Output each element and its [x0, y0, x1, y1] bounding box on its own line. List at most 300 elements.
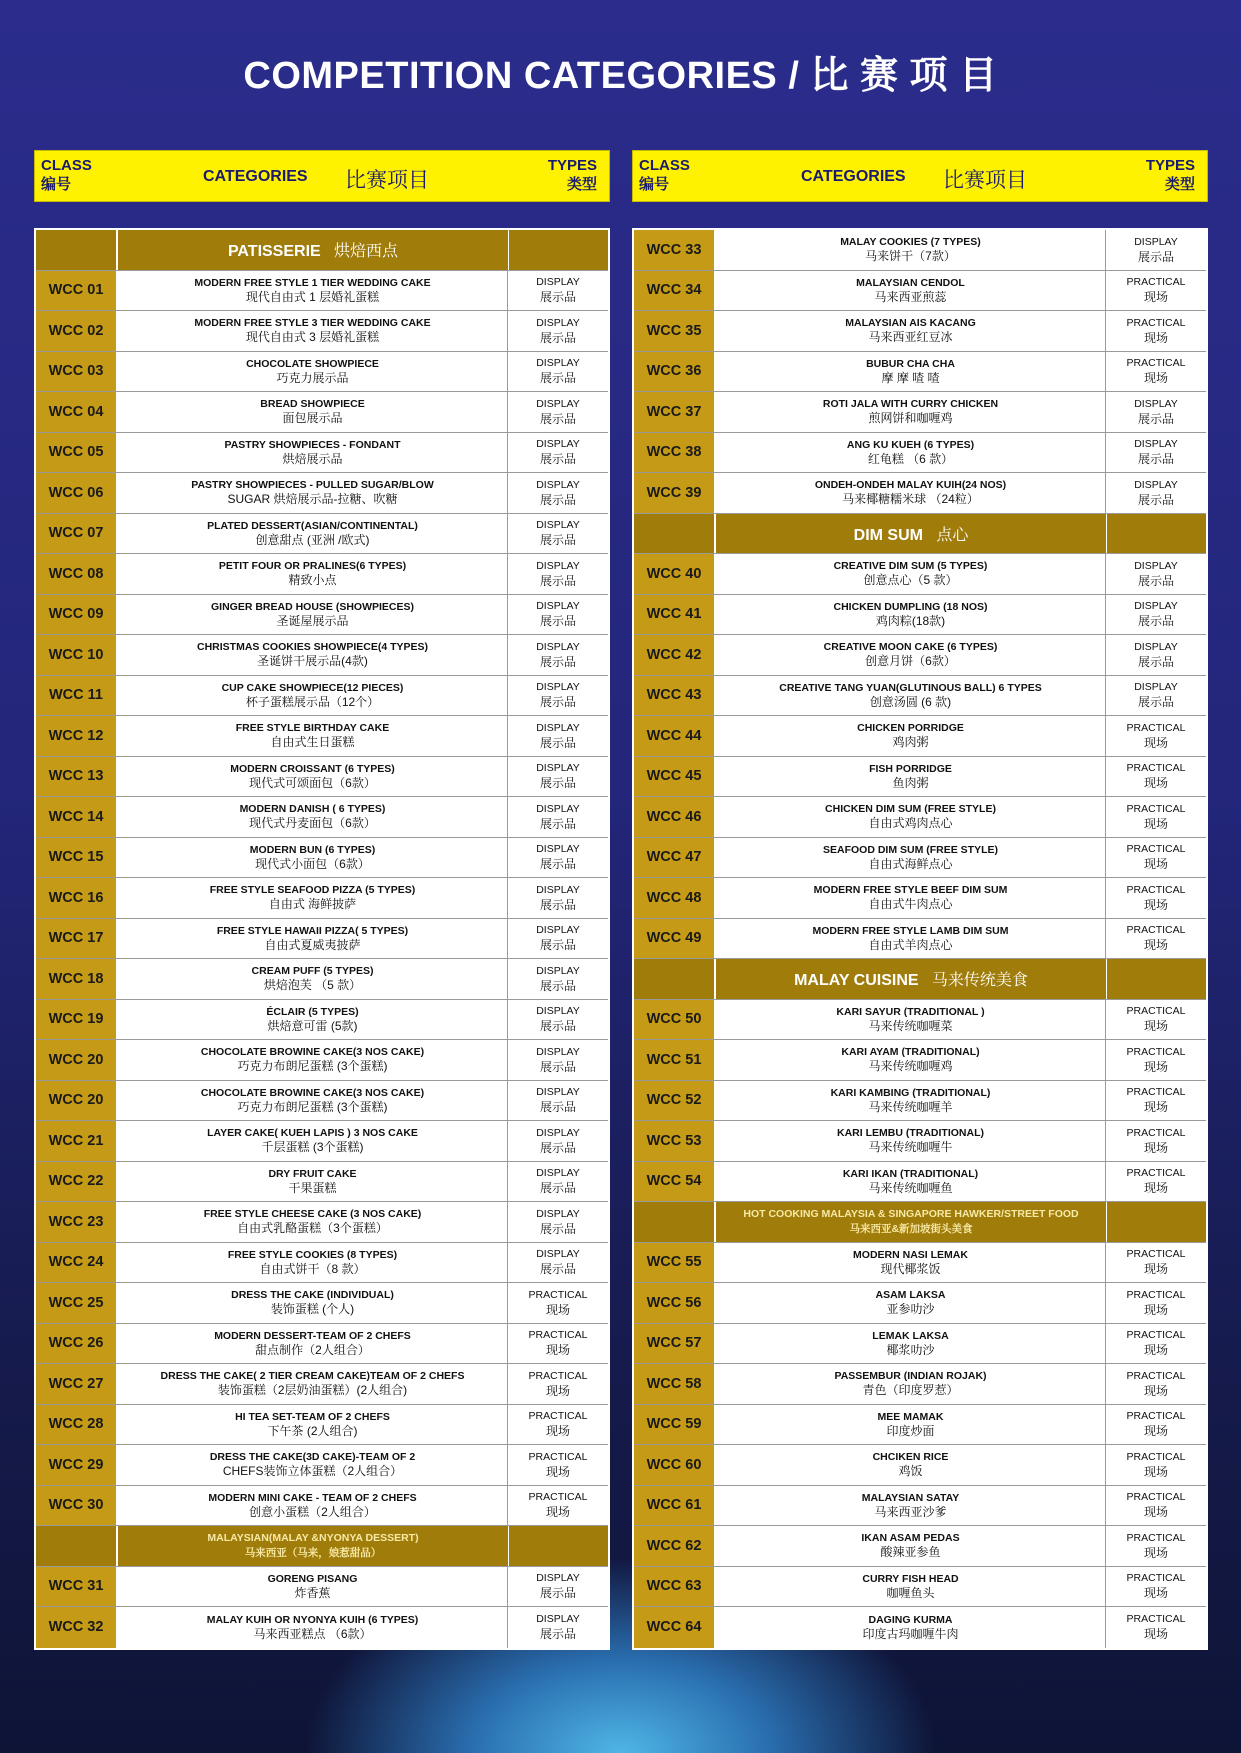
type-cn: 展示品 — [539, 452, 576, 467]
category-name-en: ANG KU KUEH (6 TYPES) — [846, 438, 975, 451]
class-code: WCC 55 — [634, 1243, 716, 1283]
type-en: DISPLAY — [536, 1248, 580, 1261]
category-name-en: PETIT FOUR OR PRALINES(6 TYPES) — [218, 560, 407, 573]
type-cn: 展示品 — [539, 735, 576, 750]
type-en: DISPLAY — [536, 762, 580, 775]
type-cell — [508, 1000, 608, 1040]
section-header — [634, 959, 1206, 1000]
category-cell — [716, 1364, 1106, 1404]
type-cell — [508, 1283, 608, 1323]
type-cell — [1106, 1364, 1206, 1404]
class-code: WCC 42 — [634, 635, 716, 675]
class-code: WCC 23 — [36, 1202, 118, 1242]
category-name-en: CHOCOLATE BROWINE CAKE(3 NOS CAKE) — [200, 1046, 425, 1059]
class-code: WCC 51 — [634, 1040, 716, 1080]
type-cell — [508, 757, 608, 797]
type-cn: 展示品 — [1137, 654, 1174, 669]
table-row — [36, 595, 608, 636]
section-spacer — [508, 230, 608, 270]
type-en: PRACTICAL — [1126, 802, 1186, 815]
table-row — [634, 878, 1206, 919]
table-row — [36, 1324, 608, 1365]
category-name-en: MODERN FREE STYLE BEEF DIM SUM — [813, 884, 1008, 897]
category-name-cn: 下午茶 (2人组合) — [267, 1423, 358, 1438]
section-spacer — [1106, 1202, 1206, 1242]
category-name-en: CREATIVE TANG YUAN(GLUTINOUS BALL) 6 TYPES — [779, 681, 1042, 694]
type-en: DISPLAY — [536, 1613, 580, 1626]
type-en: PRACTICAL — [1126, 1005, 1186, 1018]
table-row — [36, 1486, 608, 1527]
type-en: DISPLAY — [536, 357, 580, 370]
category-name-en: GORENG PISANG — [267, 1572, 358, 1585]
section-label: DIM SUM — [853, 526, 923, 544]
class-code: WCC 20 — [36, 1081, 118, 1121]
section-title — [716, 959, 1106, 999]
class-code: WCC 12 — [36, 716, 118, 756]
category-name-cn: 创意甜点 (亚洲 /欧式) — [255, 532, 370, 547]
class-code: WCC 37 — [634, 392, 716, 432]
type-en: DISPLAY — [536, 438, 580, 451]
category-name-cn: 马来西亚沙爹 — [874, 1504, 947, 1519]
category-cell — [118, 959, 508, 999]
category-cell — [716, 1526, 1106, 1566]
type-en: DISPLAY — [536, 640, 580, 653]
type-cell — [508, 1081, 608, 1121]
type-en: PRACTICAL — [1126, 1329, 1186, 1342]
class-code: WCC 10 — [36, 635, 118, 675]
category-name-cn: 印度古玛咖喱牛肉 — [862, 1626, 959, 1641]
type-cn: 展示品 — [539, 1262, 576, 1277]
category-cell — [118, 1486, 508, 1526]
category-name-cn: 现代自由式 1 层婚礼蛋糕 — [245, 289, 380, 304]
category-name-cn: 精致小点 — [288, 573, 337, 588]
category-name-cn: 马来传统咖喱羊 — [868, 1099, 953, 1114]
type-cn: 展示品 — [539, 978, 576, 993]
category-name-en: ROTI JALA WITH CURRY CHICKEN — [822, 398, 999, 411]
type-en: DISPLAY — [536, 1572, 580, 1585]
category-name-cn: 甜点制作（2人组合） — [255, 1342, 370, 1357]
category-cell — [118, 1040, 508, 1080]
type-cell — [1106, 1324, 1206, 1364]
category-cell — [118, 1243, 508, 1283]
category-name-cn: 巧克力展示品 — [276, 370, 349, 385]
category-cell — [118, 554, 508, 594]
type-en: PRACTICAL — [1126, 357, 1186, 370]
type-cell — [508, 1243, 608, 1283]
category-name-en: MODERN DESSERT-TEAM OF 2 CHEFS — [214, 1329, 411, 1342]
class-code: WCC 21 — [36, 1121, 118, 1161]
header-types-cn: 类型 — [1164, 176, 1195, 193]
class-code: WCC 32 — [36, 1607, 118, 1648]
type-en: DISPLAY — [536, 276, 580, 289]
type-cn: 展示品 — [539, 1100, 576, 1115]
category-name-en: CHICKEN DUMPLING (18 NOS) — [833, 600, 988, 613]
type-cell — [508, 919, 608, 959]
type-cn: 现场 — [1143, 1627, 1168, 1642]
category-name-cn: 自由式海鲜点心 — [868, 856, 953, 871]
table-row — [634, 676, 1206, 717]
category-cell — [118, 757, 508, 797]
type-cell — [1106, 271, 1206, 311]
header-categories-cn: 比赛项目 — [943, 169, 1027, 192]
category-name-cn: 现代式可颂面包（6款） — [249, 775, 376, 790]
category-name-en: FREE STYLE COOKIES (8 TYPES) — [227, 1248, 398, 1261]
type-en: DISPLAY — [1134, 640, 1178, 653]
type-cn: 展示品 — [1137, 614, 1174, 629]
category-name-cn: 青色（印度罗惹） — [862, 1383, 959, 1398]
category-name-cn: 巧克力布朗尼蛋糕 (3个蛋糕) — [237, 1099, 388, 1114]
type-en: DISPLAY — [536, 1207, 580, 1220]
type-cell — [508, 1405, 608, 1445]
category-name-cn: 自由式生日蛋糕 — [270, 735, 355, 750]
type-cn: 现场 — [1143, 1383, 1168, 1398]
type-cn: 现场 — [1143, 1302, 1168, 1317]
class-code: WCC 31 — [36, 1567, 118, 1607]
category-name-cn: 鸡肉粥 — [892, 735, 929, 750]
category-name-cn: SUGAR 烘焙展示品-拉糖、吹糖 — [227, 492, 398, 507]
type-cn: 现场 — [545, 1343, 570, 1358]
table-row — [36, 1445, 608, 1486]
table-row — [36, 1040, 608, 1081]
table-row — [634, 433, 1206, 474]
type-en: PRACTICAL — [1126, 1288, 1186, 1301]
category-name-cn: 鱼肉粥 — [892, 775, 929, 790]
type-cell — [508, 392, 608, 432]
class-code: WCC 19 — [36, 1000, 118, 1040]
table-row — [634, 230, 1206, 271]
table-row — [634, 1607, 1206, 1648]
category-name-cn: 烘焙展示品 — [282, 451, 343, 466]
type-cn: 展示品 — [539, 614, 576, 629]
type-en: DISPLAY — [1134, 397, 1178, 410]
category-name-en: CHICKEN PORRIDGE — [857, 722, 964, 735]
table-row — [634, 635, 1206, 676]
type-en: PRACTICAL — [528, 1369, 588, 1382]
table-row — [36, 635, 608, 676]
category-cell — [118, 1567, 508, 1607]
type-cn: 展示品 — [539, 1586, 576, 1601]
type-cell — [508, 797, 608, 837]
header-categories-en: CATEGORIES — [801, 168, 906, 185]
category-name-cn: 马来传统咖喱鱼 — [868, 1180, 953, 1195]
category-name-cn: 马来传统咖喱菜 — [868, 1018, 953, 1033]
table-row — [634, 1283, 1206, 1324]
section-title — [118, 230, 508, 270]
category-cell — [716, 271, 1106, 311]
category-cell — [716, 676, 1106, 716]
category-cell — [118, 1607, 508, 1648]
type-cell — [1106, 1000, 1206, 1040]
class-code: WCC 39 — [634, 473, 716, 513]
category-name-en: KARI IKAN (TRADITIONAL) — [842, 1167, 979, 1180]
class-code: WCC 52 — [634, 1081, 716, 1121]
category-name-cn: 烘焙泡芙 （5 款） — [263, 978, 362, 993]
category-name-en: ONDEH-ONDEH MALAY KUIH(24 NOS) — [814, 479, 1007, 492]
type-cn: 展示品 — [539, 897, 576, 912]
category-name-en: FREE STYLE CHEESE CAKE (3 NOS CAKE) — [203, 1208, 422, 1221]
table-row — [36, 1162, 608, 1203]
class-code: WCC 47 — [634, 838, 716, 878]
category-name-cn: 自由式乳酪蛋糕（3个蛋糕） — [237, 1221, 388, 1236]
category-cell — [716, 1000, 1106, 1040]
category-name-en: CHOCOLATE SHOWPIECE — [246, 357, 379, 370]
category-cell — [716, 554, 1106, 594]
section-spacer — [634, 959, 716, 999]
type-cell — [1106, 919, 1206, 959]
type-en: DISPLAY — [1134, 559, 1178, 572]
table-row — [634, 392, 1206, 433]
class-code: WCC 13 — [36, 757, 118, 797]
type-cell — [1106, 473, 1206, 513]
type-cell — [1106, 797, 1206, 837]
category-cell — [118, 635, 508, 675]
class-code: WCC 02 — [36, 311, 118, 351]
type-cn: 展示品 — [1137, 452, 1174, 467]
category-cell — [118, 1162, 508, 1202]
category-cell — [118, 716, 508, 756]
class-code: WCC 64 — [634, 1607, 716, 1648]
type-en: PRACTICAL — [1126, 1450, 1186, 1463]
category-name-en: ASAM LAKSA — [875, 1289, 946, 1302]
class-code: WCC 57 — [634, 1324, 716, 1364]
type-cn: 展示品 — [539, 654, 576, 669]
section-label-cn: 马来传统美食 — [931, 972, 1028, 990]
type-en: DISPLAY — [536, 1005, 580, 1018]
type-en: PRACTICAL — [1126, 1410, 1186, 1423]
category-name-en: MALAY KUIH OR NYONYA KUIH (6 TYPES) — [206, 1613, 419, 1626]
type-cn: 展示品 — [539, 1181, 576, 1196]
category-cell — [716, 311, 1106, 351]
category-name-en: MODERN BUN (6 TYPES) — [249, 843, 376, 856]
class-code: WCC 22 — [36, 1162, 118, 1202]
category-name-en: FREE STYLE SEAFOOD PIZZA (5 TYPES) — [209, 884, 416, 897]
left-category-table — [34, 228, 610, 1650]
type-cn: 展示品 — [539, 411, 576, 426]
type-en: DISPLAY — [536, 802, 580, 815]
type-en: PRACTICAL — [1126, 721, 1186, 734]
table-row — [634, 797, 1206, 838]
type-en: PRACTICAL — [528, 1410, 588, 1423]
type-cn: 展示品 — [539, 857, 576, 872]
type-cell — [1106, 433, 1206, 473]
class-code: WCC 58 — [634, 1364, 716, 1404]
type-cell — [1106, 1405, 1206, 1445]
category-name-en: PLATED DESSERT(ASIAN/CONTINENTAL) — [207, 519, 418, 532]
type-en: DISPLAY — [1134, 438, 1178, 451]
type-en: PRACTICAL — [528, 1288, 588, 1301]
class-code: WCC 43 — [634, 676, 716, 716]
type-en: DISPLAY — [536, 478, 580, 491]
category-name-cn: 椰浆叻沙 — [886, 1342, 935, 1357]
class-code: WCC 29 — [36, 1445, 118, 1485]
class-code: WCC 60 — [634, 1445, 716, 1485]
category-cell — [118, 473, 508, 513]
class-code: WCC 54 — [634, 1162, 716, 1202]
category-cell — [118, 311, 508, 351]
category-name-en: LAYER CAKE( KUEH LAPIS ) 3 NOS CAKE — [207, 1127, 418, 1140]
category-cell — [118, 352, 508, 392]
table-row — [634, 1405, 1206, 1446]
class-code: WCC 04 — [36, 392, 118, 432]
type-cn: 展示品 — [1137, 249, 1174, 264]
section-header — [634, 514, 1206, 555]
category-name-en: HI TEA SET-TEAM OF 2 CHEFS — [235, 1410, 390, 1423]
table-row — [36, 433, 608, 474]
section-title-line — [854, 522, 969, 545]
category-cell — [716, 595, 1106, 635]
type-cell — [508, 1364, 608, 1404]
category-name-en: MODERN NASI LEMAK — [853, 1248, 968, 1261]
type-en: PRACTICAL — [1126, 1369, 1186, 1382]
type-cn: 展示品 — [1137, 695, 1174, 710]
type-cn: 展示品 — [1137, 411, 1174, 426]
type-cell — [508, 838, 608, 878]
category-name-cn: 自由式饼干（8 款） — [259, 1261, 366, 1276]
type-cell — [1106, 1162, 1206, 1202]
category-name-en: FREE STYLE HAWAII PIZZA( 5 TYPES) — [216, 924, 409, 937]
type-cell — [508, 635, 608, 675]
table-row — [634, 1567, 1206, 1608]
section-spacer — [634, 1202, 716, 1242]
type-cn: 现场 — [1143, 897, 1168, 912]
category-name-cn: 现代式小面包（6款） — [255, 856, 370, 871]
type-cell — [508, 1202, 608, 1242]
header-types-cn: 类型 — [566, 176, 597, 193]
class-code: WCC 33 — [634, 230, 716, 270]
left-table-header — [34, 150, 610, 202]
class-code: WCC 03 — [36, 352, 118, 392]
type-cell — [508, 1567, 608, 1607]
class-code: WCC 38 — [634, 433, 716, 473]
type-cn: 现场 — [1143, 1019, 1168, 1034]
category-cell — [716, 919, 1106, 959]
section-label: HOT COOKING MALAYSIA & SINGAPORE HAWKER/STREET FOOD — [743, 1207, 1079, 1220]
class-code: WCC 50 — [634, 1000, 716, 1040]
category-cell — [716, 1405, 1106, 1445]
type-en: PRACTICAL — [1126, 924, 1186, 937]
table-row — [634, 271, 1206, 312]
category-name-en: LEMAK LAKSA — [872, 1329, 949, 1342]
section-title-line — [794, 967, 1028, 990]
table-row — [634, 352, 1206, 393]
right-category-table — [632, 228, 1208, 1650]
class-code: WCC 62 — [634, 1526, 716, 1566]
category-cell — [716, 878, 1106, 918]
table-row — [36, 1283, 608, 1324]
class-code: WCC 26 — [36, 1324, 118, 1364]
table-row — [634, 919, 1206, 960]
category-name-en: FREE STYLE BIRTHDAY CAKE — [235, 722, 390, 735]
table-row — [634, 716, 1206, 757]
type-cn: 现场 — [1143, 816, 1168, 831]
category-name-en: SEAFOOD DIM SUM (FREE STYLE) — [822, 843, 998, 856]
section-spacer — [1106, 959, 1206, 999]
header-class-cn: 编号 — [639, 176, 670, 193]
type-cn: 现场 — [1143, 330, 1168, 345]
table-row — [36, 878, 608, 919]
class-code: WCC 35 — [634, 311, 716, 351]
class-code: WCC 59 — [634, 1405, 716, 1445]
table-row — [36, 311, 608, 352]
section-label: MALAY CUISINE — [794, 972, 919, 990]
category-cell — [118, 1283, 508, 1323]
table-row — [634, 1486, 1206, 1527]
table-row — [36, 1607, 608, 1648]
category-name-cn: 现代自由式 3 层婚礼蛋糕 — [245, 330, 380, 345]
type-cn: 现场 — [1143, 1464, 1168, 1479]
type-cell — [1106, 1445, 1206, 1485]
type-cell — [1106, 635, 1206, 675]
table-row — [36, 797, 608, 838]
category-name-cn: 自由式 海鲜披萨 — [268, 897, 357, 912]
category-name-cn: 马来椰糖糯米球 （24粒） — [842, 492, 979, 507]
table-row — [36, 271, 608, 312]
category-name-en: DRY FRUIT CAKE — [268, 1167, 357, 1180]
type-en: PRACTICAL — [1126, 762, 1186, 775]
right-table-header — [632, 150, 1208, 202]
category-cell — [716, 1486, 1106, 1526]
type-en: DISPLAY — [1134, 600, 1178, 613]
category-name-en: IKAN ASAM PEDAS — [861, 1532, 960, 1545]
category-name-en: KARI AYAM (TRADITIONAL) — [841, 1046, 980, 1059]
category-cell — [716, 1081, 1106, 1121]
type-en: DISPLAY — [536, 721, 580, 734]
table-row — [634, 1526, 1206, 1567]
category-cell — [716, 1243, 1106, 1283]
category-name-en: CREAM PUFF (5 TYPES) — [251, 965, 374, 978]
type-cn: 现场 — [1143, 1181, 1168, 1196]
category-name-en: DAGING KURMA — [868, 1613, 953, 1626]
category-cell — [716, 757, 1106, 797]
category-name-en: MODERN DANISH ( 6 TYPES) — [239, 803, 386, 816]
type-en: DISPLAY — [536, 1167, 580, 1180]
section-spacer — [36, 1526, 118, 1566]
type-cn: 展示品 — [539, 1059, 576, 1074]
table-row — [634, 1000, 1206, 1041]
type-cell — [1106, 230, 1206, 270]
header-class — [639, 156, 690, 194]
category-cell — [118, 1000, 508, 1040]
class-code: WCC 15 — [36, 838, 118, 878]
category-name-cn: 烘焙意可雷 (5款) — [267, 1018, 358, 1033]
category-name-cn: 面包展示品 — [282, 411, 343, 426]
category-cell — [716, 1040, 1106, 1080]
category-name-en: MODERN MINI CAKE - TEAM OF 2 CHEFS — [208, 1491, 417, 1504]
category-cell — [118, 676, 508, 716]
section-header — [36, 1526, 608, 1567]
category-name-cn: 煎网饼和咖喱鸡 — [868, 411, 953, 426]
section-label-cn: 点心 — [936, 526, 969, 544]
class-code: WCC 40 — [634, 554, 716, 594]
type-cell — [508, 716, 608, 756]
category-name-cn: 酸辣亚参鱼 — [880, 1545, 941, 1560]
type-cn: 展示品 — [539, 1019, 576, 1034]
type-cell — [1106, 554, 1206, 594]
type-cell — [1106, 352, 1206, 392]
type-cn: 现场 — [1143, 735, 1168, 750]
category-name-cn: 自由式羊肉点心 — [868, 937, 953, 952]
category-cell — [118, 595, 508, 635]
category-name-cn: 创意点心（5 款） — [863, 573, 958, 588]
class-code: WCC 30 — [36, 1486, 118, 1526]
category-name-en: CHCIKEN RICE — [872, 1451, 949, 1464]
type-cell — [1106, 1081, 1206, 1121]
type-cn: 现场 — [545, 1302, 570, 1317]
type-cell — [508, 1162, 608, 1202]
category-name-cn: 千层蛋糕 (3个蛋糕) — [261, 1140, 364, 1155]
type-cn: 现场 — [545, 1505, 570, 1520]
class-code: WCC 14 — [36, 797, 118, 837]
